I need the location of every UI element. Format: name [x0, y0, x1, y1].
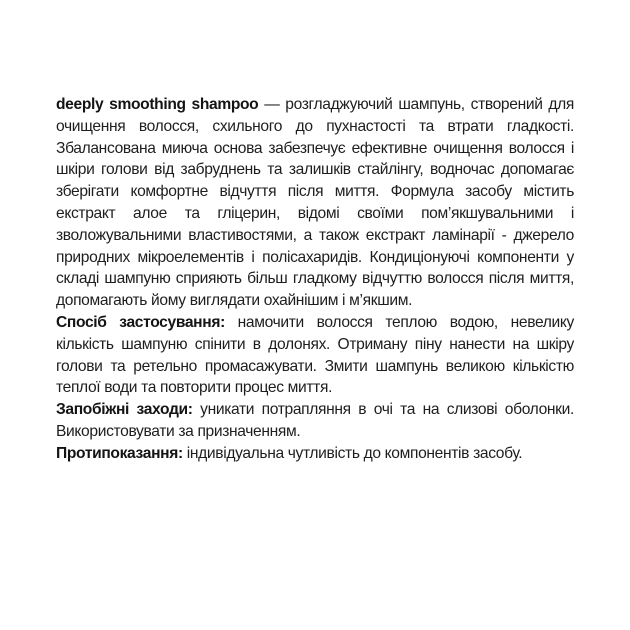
usage-paragraph	[56, 312, 574, 399]
description-paragraph	[56, 94, 574, 312]
usage-heading: Спосіб застосування:	[56, 313, 225, 331]
contraindications-text: індивідуальна чутливість до компонентів засобу.	[182, 444, 523, 462]
precautions-paragraph	[56, 399, 574, 443]
usage-text: намочити волосся теплою водою, невелику кількість шампуню спінити в долонях. Отриману піну нанести на шкіру голови та ретельно промасажувати. Змити шампунь великою кількістю теплої води та повторити процес миття.	[56, 313, 574, 397]
contraindications-paragraph	[56, 443, 574, 465]
product-label-text	[56, 94, 574, 465]
contraindications-heading: Протипоказання:	[56, 444, 183, 462]
product-name: deeply smoothing shampoo	[56, 96, 259, 113]
precautions-text: уникати потрапляння в очі та на слизові оболонки. Використовувати за призначенням.	[56, 401, 574, 440]
description-text: — розгладжуючий шампунь, створений для очищення волосся, схильного до пухнастості та втрати гладкості. Збалансована миюча основа забезпечує ефективне очищення волосся і шкіри голови від забруднень та залишків стайлінгу, водночас допомагає зберігати комфортне відчуття після миття. Формула засобу містить екстракт алое та гліцерин, відомі своїми пом’якшувальними і зволожувальними властивостями, а також екстракт ламінарії - джерело природних мікроелементів і полісахаридів. Кондиціонуючі компоненти у складі шампуню сприяють більш гладкому відчуттю волосся після миття, допомагають йому виглядати охайнішим і м’якшим.	[56, 96, 574, 310]
precautions-heading: Запобіжні заходи:	[56, 401, 193, 419]
